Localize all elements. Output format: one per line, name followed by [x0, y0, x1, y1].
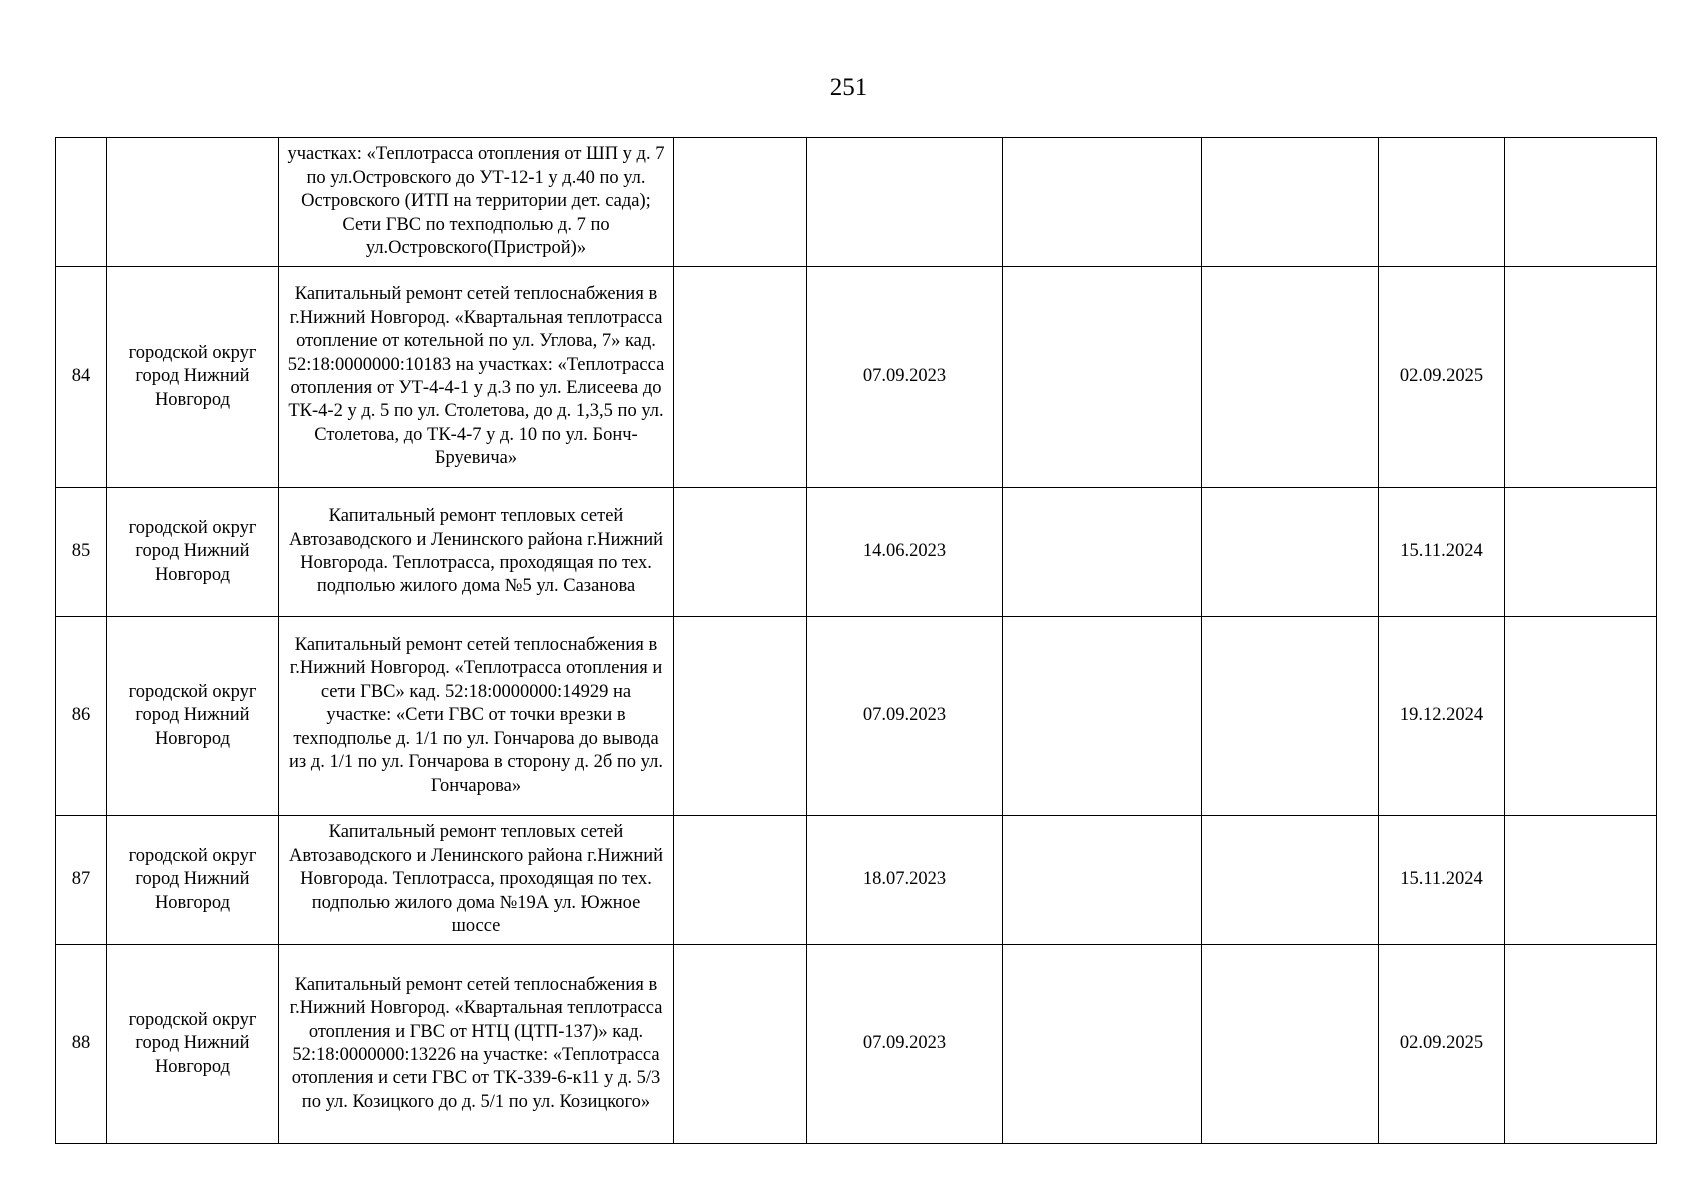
empty-cell: [1202, 945, 1379, 1144]
territory-cell: городской округ город Нижний Новгород: [107, 617, 279, 816]
end-date-cell: 19.12.2024: [1379, 617, 1505, 816]
empty-cell: [1505, 617, 1657, 816]
table-row: [56, 488, 1657, 617]
empty-cell: [674, 945, 807, 1144]
description-cell: Капитальный ремонт сетей теплоснабжения в г.Нижний Новгород. «Квартальная теплотрасса отопление от котельной по ул. Углова, 7» кад. 52:18:0000000:10183 на участках: «Теплотрасса отопления от УТ-4-4-1 у д.3 по ул. Елисеева до ТК-4-2 у д. 5 по ул. Столетова, до д. 1,3,5 по ул. Столетова, до ТК-4-7 у д. 10 по ул. Бонч-Бруевича»: [279, 267, 674, 488]
description-cell: Капитальный ремонт тепловых сетей Автозаводского и Ленинского района г.Нижний Новгорода. Теплотрасса, проходящая по тех. подполью жилого дома №5 ул. Сазанова: [279, 488, 674, 617]
table-row: [56, 945, 1657, 1144]
start-date-cell: 18.07.2023: [807, 816, 1003, 945]
description-cell: Капитальный ремонт сетей теплоснабжения в г.Нижний Новгород. «Теплотрасса отопления и сети ГВС» кад. 52:18:0000000:14929 на участке: «Сети ГВС от точки врезки в техподполье д. 1/1 по ул. Гончарова до вывода из д. 1/1 по ул. Гончарова в сторону д. 2б по ул. Гончарова»: [279, 617, 674, 816]
territory-cell: городской округ город Нижний Новгород: [107, 945, 279, 1144]
start-date-cell: [807, 138, 1003, 267]
empty-cell: [1003, 138, 1202, 267]
table-row: [56, 138, 1657, 267]
row-number-cell: 84: [56, 267, 107, 488]
empty-cell: [674, 617, 807, 816]
row-number-cell: [56, 138, 107, 267]
empty-cell: [674, 138, 807, 267]
works-table: [55, 137, 1657, 1144]
territory-cell: [107, 138, 279, 267]
table-row: [56, 816, 1657, 945]
empty-cell: [1505, 945, 1657, 1144]
empty-cell: [674, 267, 807, 488]
empty-cell: [1505, 816, 1657, 945]
end-date-cell: 02.09.2025: [1379, 945, 1505, 1144]
empty-cell: [674, 488, 807, 617]
row-number-cell: 86: [56, 617, 107, 816]
description-cell: Капитальный ремонт сетей теплоснабжения в г.Нижний Новгород. «Квартальная теплотрасса отопления и ГВС от НТЦ (ЦТП-137)» кад. 52:18:0000000:13226 на участке: «Теплотрасса отопления и сети ГВС от ТК-339-6-к11 у д. 5/3 по ул. Козицкого до д. 5/1 по ул. Козицкого»: [279, 945, 674, 1144]
start-date-cell: 07.09.2023: [807, 945, 1003, 1144]
empty-cell: [1202, 267, 1379, 488]
empty-cell: [1505, 138, 1657, 267]
end-date-cell: 02.09.2025: [1379, 267, 1505, 488]
empty-cell: [674, 816, 807, 945]
territory-cell: городской округ город Нижний Новгород: [107, 267, 279, 488]
territory-cell: городской округ город Нижний Новгород: [107, 816, 279, 945]
table-row: [56, 617, 1657, 816]
description-cell: Капитальный ремонт тепловых сетей Автозаводского и Ленинского района г.Нижний Новгорода. Теплотрасса, проходящая по тех. подполью жилого дома №19А ул. Южное шоссе: [279, 816, 674, 945]
description-cell: участках: «Теплотрасса отопления от ШП у д. 7 по ул.Островского до УТ-12-1 у д.40 по ул. Островского (ИТП на территории дет. сада); Сети ГВС по техподполью д. 7 по ул.Островского(Пристрой)»: [279, 138, 674, 267]
table-body: [56, 138, 1657, 1144]
end-date-cell: [1379, 138, 1505, 267]
end-date-cell: 15.11.2024: [1379, 816, 1505, 945]
territory-cell: городской округ город Нижний Новгород: [107, 488, 279, 617]
start-date-cell: 14.06.2023: [807, 488, 1003, 617]
empty-cell: [1202, 617, 1379, 816]
row-number-cell: 88: [56, 945, 107, 1144]
table-row: [56, 267, 1657, 488]
empty-cell: [1003, 816, 1202, 945]
start-date-cell: 07.09.2023: [807, 267, 1003, 488]
empty-cell: [1202, 816, 1379, 945]
empty-cell: [1003, 945, 1202, 1144]
empty-cell: [1202, 488, 1379, 617]
empty-cell: [1003, 617, 1202, 816]
row-number-cell: 87: [56, 816, 107, 945]
empty-cell: [1505, 267, 1657, 488]
row-number-cell: 85: [56, 488, 107, 617]
page-number: 251: [829, 74, 868, 101]
empty-cell: [1505, 488, 1657, 617]
end-date-cell: 15.11.2024: [1379, 488, 1505, 617]
empty-cell: [1202, 138, 1379, 267]
empty-cell: [1003, 488, 1202, 617]
start-date-cell: 07.09.2023: [807, 617, 1003, 816]
empty-cell: [1003, 267, 1202, 488]
